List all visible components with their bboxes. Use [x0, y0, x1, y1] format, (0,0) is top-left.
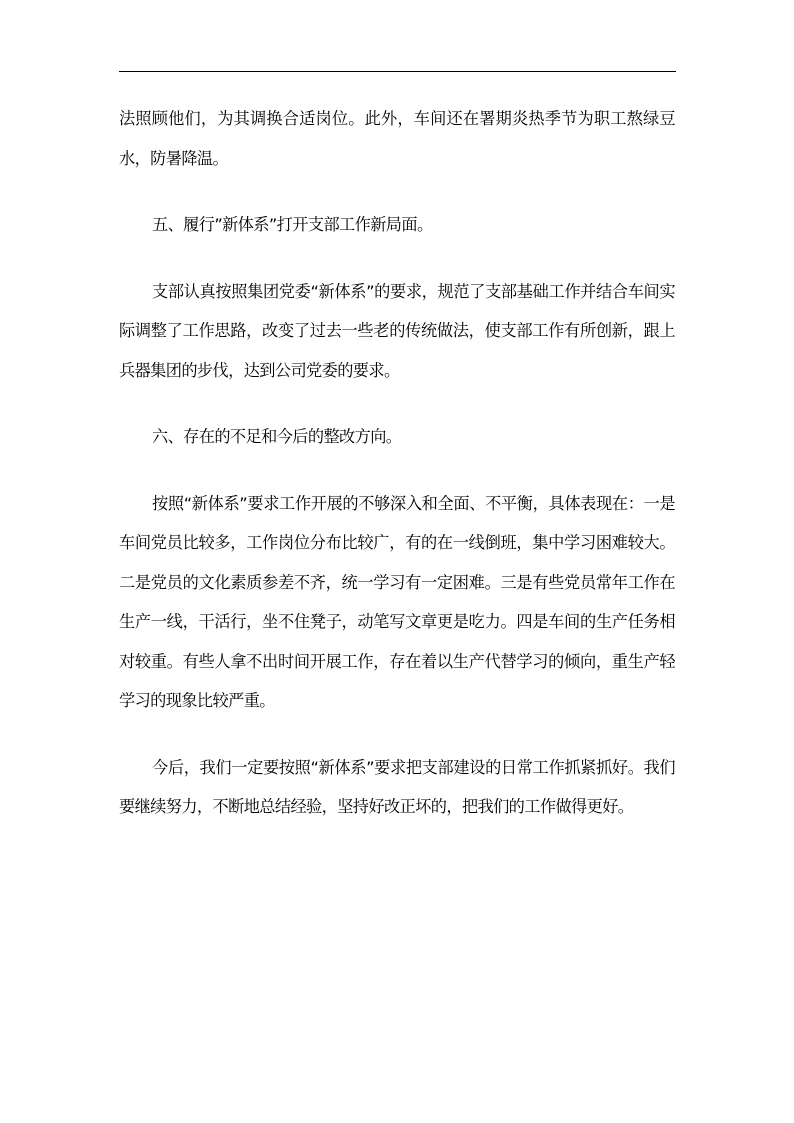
document-body [119, 99, 675, 827]
section-heading-five: 五、履行”新体系”打开支部工作新局面。 [152, 215, 433, 234]
section-heading-six: 六、存在的不足和今后的整改方向。 [152, 427, 402, 446]
paragraph-continuation: 法照顾他们，为其调换合适岗位。此外，车间还在署期炎热季节为职工熬绿豆水，防暑降温。 [119, 109, 675, 168]
paragraph-new-system: 支部认真按照集团党委“新体系”的要求，规范了支部基础工作并结合车间实际调整了工作思路，改变了过去一些老的传统做法，使支部工作有所创新，跟上兵器集团的步伐，达到公司党委的要求。 [119, 281, 675, 380]
paragraph-shortcomings: 按照“新体系”要求工作开展的不够深入和全面、不平衡，具体表现在：一是车间党员比较多，工作岗位分布比较广，有的在一线倒班，集中学习困难较大。二是党员的文化素质参差不齐，统一学习有一定困难。三是有些党员常年工作在生产一线，干活行，坐不住凳子，动笔写文章更是吃力。四是车间的生产任务相对较重。有些人拿不出时间开展工作，存在着以生产代替学习的倾向，重生产轻学习的现象比较严重。 [119, 493, 675, 710]
paragraph-conclusion: 今后，我们一定要按照“新体系”要求把支部建设的日常工作抓紧抓好。我们要继续努力，不断地总结经验，坚持好改正坏的，把我们的工作做得更好。 [119, 757, 675, 816]
header-rule [119, 71, 676, 72]
